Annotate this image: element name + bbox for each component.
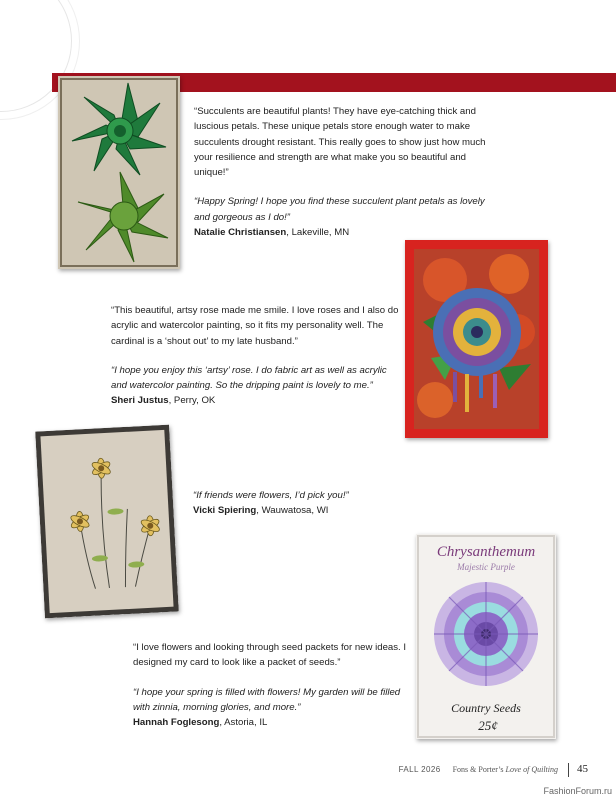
footer-magazine-title: Love of Quilting: [505, 765, 558, 774]
entry-1-quote: “Succulents are beautiful plants! They have eye-catching thick and luscious petals. These unique petals store enough water to make succulents drought resistant. This really goes to show just how much your resilience and strength are what make you so beautiful and unique!”: [194, 106, 486, 179]
footer-brand: Fons & Porter’s: [452, 765, 504, 774]
entry-4-name: Hannah Foglesong: [133, 717, 220, 729]
entry-3-name: Vicki Spiering: [193, 505, 257, 517]
page-number: 45: [577, 763, 588, 775]
footer-season: FALL 2026: [398, 765, 441, 774]
rose-quilt-image: [405, 240, 548, 438]
entry-2-name: Sheri Justus: [111, 395, 169, 407]
seed-packet-price: 25¢: [478, 718, 498, 733]
footer-divider: [568, 763, 569, 777]
entry-2-location: , Perry, OK: [168, 395, 216, 407]
watermark: FashionForum.ru: [543, 786, 612, 796]
entry-2-message: “I hope you enjoy this ‘artsy’ rose. I do fabric art as well as acrylic and watercolor painting. So the dripping paint is lovely to me.”: [111, 364, 387, 392]
entry-3-credit: [193, 503, 413, 518]
entry-4-location: , Astoria, IL: [219, 717, 268, 729]
succulent-quilt-image: [58, 76, 180, 269]
entry-1-credit: [194, 225, 492, 240]
entry-3-location: , Wauwatosa, WI: [256, 505, 329, 517]
entry-2-text: [111, 303, 401, 409]
entry-1-message: “Happy Spring! I hope you find these succulent plant petals as lovely and gorgeous as I do!”: [194, 196, 485, 223]
page-footer: [399, 763, 588, 777]
seed-packet-title: Chrysanthemum: [436, 544, 536, 560]
entry-4-message: “I hope your spring is filled with flowers! My garden will be filled with zinnia, morning glories, and more.”: [133, 686, 401, 713]
seed-packet-subtitle: Majestic Purple: [457, 562, 515, 572]
seed-packet-brand: Country Seeds: [451, 701, 521, 715]
entry-4-quote: “I love flowers and looking through seed packets for new ideas. I designed my card to look like a packet of seeds.”: [133, 642, 407, 669]
flower-linen-quilt-image: [35, 425, 179, 619]
entry-4-credit: [133, 715, 411, 730]
entry-2-quote: “This beautiful, artsy rose made me smile. I love roses and I also do acrylic and watercolor painting, so it fits my personality well. The cardinal is a ‘shout out’ to my late husband.”: [111, 305, 399, 347]
entry-1-text: [194, 104, 492, 240]
entry-3-message: “If friends were flowers, I’d pick you!”: [193, 490, 349, 501]
entry-4-text: [133, 640, 411, 730]
seed-packet-quilt-image: [416, 534, 556, 739]
entry-1-name: Natalie Christiansen: [194, 227, 287, 239]
entry-1-location: , Lakeville, MN: [286, 227, 350, 239]
entry-2-credit: [111, 393, 401, 408]
entry-3-text: [193, 488, 413, 519]
